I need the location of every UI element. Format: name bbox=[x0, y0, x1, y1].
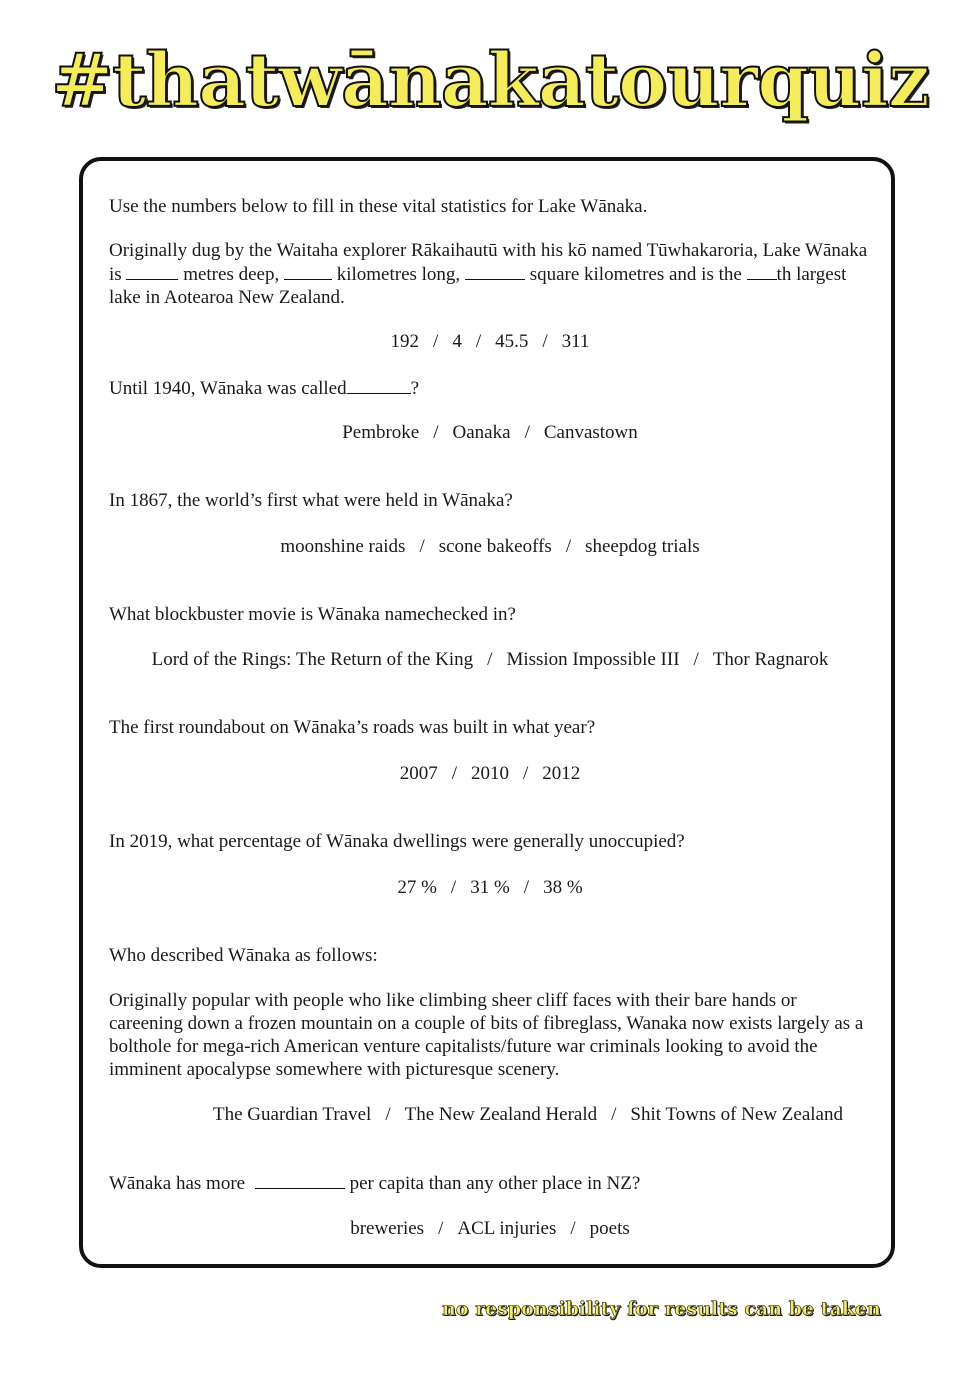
q1-option-4: 311 bbox=[561, 331, 590, 352]
question-6: In 2019, what percentage of Wānaka dwellings were generally unoccupied? bbox=[109, 831, 685, 852]
q1-options bbox=[0, 330, 980, 353]
q8-option-1: breweries bbox=[350, 1218, 425, 1239]
q1-text-part1: Originally dug by the Waitaha explorer Rākaihautū with his kō named Tūwhakaroria, Lake Wānaka is bbox=[109, 240, 868, 285]
q4-option-3: Thor Ragnarok bbox=[712, 649, 829, 670]
q1-text-part4: square kilometres and is the bbox=[524, 264, 747, 285]
q7-option-3: Shit Towns of New Zealand bbox=[630, 1104, 843, 1125]
q6-option-3: 38 % bbox=[543, 877, 583, 898]
q8-option-3: poets bbox=[589, 1218, 630, 1239]
option-separator: / bbox=[385, 1104, 391, 1125]
question-3: In 1867, the world’s first what were held in Wānaka? bbox=[109, 490, 513, 511]
q2-text-a: Until 1940, Wānaka was called bbox=[109, 378, 347, 399]
q7-option-2: The New Zealand Herald bbox=[404, 1104, 598, 1125]
q1-option-1: 192 bbox=[390, 331, 420, 352]
q1-text-part3: kilometres long, bbox=[331, 264, 465, 285]
q5-options bbox=[0, 762, 980, 785]
q7-options bbox=[38, 1103, 980, 1126]
option-separator: / bbox=[693, 649, 699, 670]
q1-text-part5: th largest lake in Aotearoa New Zealand. bbox=[109, 264, 847, 308]
q2-option-1: Pembroke bbox=[342, 422, 420, 443]
option-separator: / bbox=[542, 331, 548, 352]
option-separator: / bbox=[523, 763, 529, 784]
q5-option-3: 2012 bbox=[542, 763, 581, 784]
option-separator: / bbox=[419, 536, 425, 557]
intro-text: Use the numbers below to fill in these vital statistics for Lake Wānaka. bbox=[109, 196, 648, 217]
question-8 bbox=[109, 1171, 879, 1195]
q7-option-1: The Guardian Travel bbox=[213, 1104, 372, 1125]
q2-blank bbox=[347, 376, 411, 394]
q6-option-2: 31 % bbox=[470, 877, 510, 898]
q1-blank-length bbox=[284, 262, 332, 280]
q8-blank bbox=[255, 1171, 345, 1189]
q8-text-b: per capita than any other place in NZ? bbox=[344, 1173, 641, 1194]
q6-option-1: 27 % bbox=[397, 877, 437, 898]
question-7: Who described Wānaka as follows: bbox=[109, 945, 378, 966]
q1-blank-area bbox=[465, 262, 525, 280]
disclaimer-footer: no responsibility for results can be taken bbox=[442, 1298, 881, 1320]
option-separator: / bbox=[433, 422, 439, 443]
quiz-card bbox=[79, 157, 895, 1268]
option-separator: / bbox=[475, 331, 482, 352]
option-separator: / bbox=[451, 763, 457, 784]
option-separator: / bbox=[524, 422, 530, 443]
q4-options bbox=[0, 648, 980, 671]
q5-option-1: 2007 bbox=[399, 763, 438, 784]
option-separator: / bbox=[523, 877, 530, 898]
q2-option-3: Canvastown bbox=[543, 422, 638, 443]
option-separator: / bbox=[611, 1104, 617, 1125]
q1-blank-depth bbox=[126, 262, 178, 280]
q1-option-3: 45.5 bbox=[495, 331, 529, 352]
q2-text-b: ? bbox=[410, 378, 420, 399]
q3-option-2: scone bakeoffs bbox=[438, 536, 552, 557]
q8-options bbox=[0, 1217, 980, 1240]
q2-options bbox=[0, 421, 980, 444]
q3-option-3: sheepdog trials bbox=[585, 536, 700, 557]
question-2 bbox=[109, 376, 879, 400]
question-5: The first roundabout on Wānaka’s roads was built in what year? bbox=[109, 717, 596, 738]
q6-options bbox=[0, 876, 980, 899]
q3-option-1: moonshine raids bbox=[280, 536, 406, 557]
q5-option-2: 2010 bbox=[471, 763, 509, 784]
q3-options bbox=[0, 535, 980, 558]
q8-option-2: ACL injuries bbox=[457, 1218, 557, 1239]
option-separator: / bbox=[570, 1218, 576, 1239]
option-separator: / bbox=[433, 331, 439, 352]
q4-option-2: Mission Impossible III bbox=[506, 649, 680, 670]
option-separator: / bbox=[565, 536, 572, 557]
q7-quote: Originally popular with people who like climbing sheer cliff faces with their bare hands or careening down a frozen mountain on a couple of bits of fibreglass, Wanaka now exists largely as a bolthole for mega-rich American venture capitalists/future war criminals looking to avoid the imminent apocalypse somewhere with picturesque scenery. bbox=[109, 990, 864, 1080]
q2-option-2: Oanaka bbox=[452, 422, 511, 443]
option-separator: / bbox=[438, 1218, 444, 1239]
question-1 bbox=[109, 239, 879, 309]
question-4: What blockbuster movie is Wānaka namechecked in? bbox=[109, 604, 516, 625]
q1-blank-rank bbox=[747, 262, 777, 280]
q8-text-a: Wānaka has more bbox=[109, 1173, 250, 1194]
q1-option-2: 4 bbox=[452, 331, 462, 352]
option-separator: / bbox=[450, 877, 457, 898]
q4-option-1: Lord of the Rings: The Return of the King bbox=[151, 649, 474, 670]
quiz-title: #thatwānakatourquiz bbox=[51, 38, 929, 124]
option-separator: / bbox=[487, 649, 493, 670]
q1-text-part2: metres deep, bbox=[178, 264, 284, 285]
